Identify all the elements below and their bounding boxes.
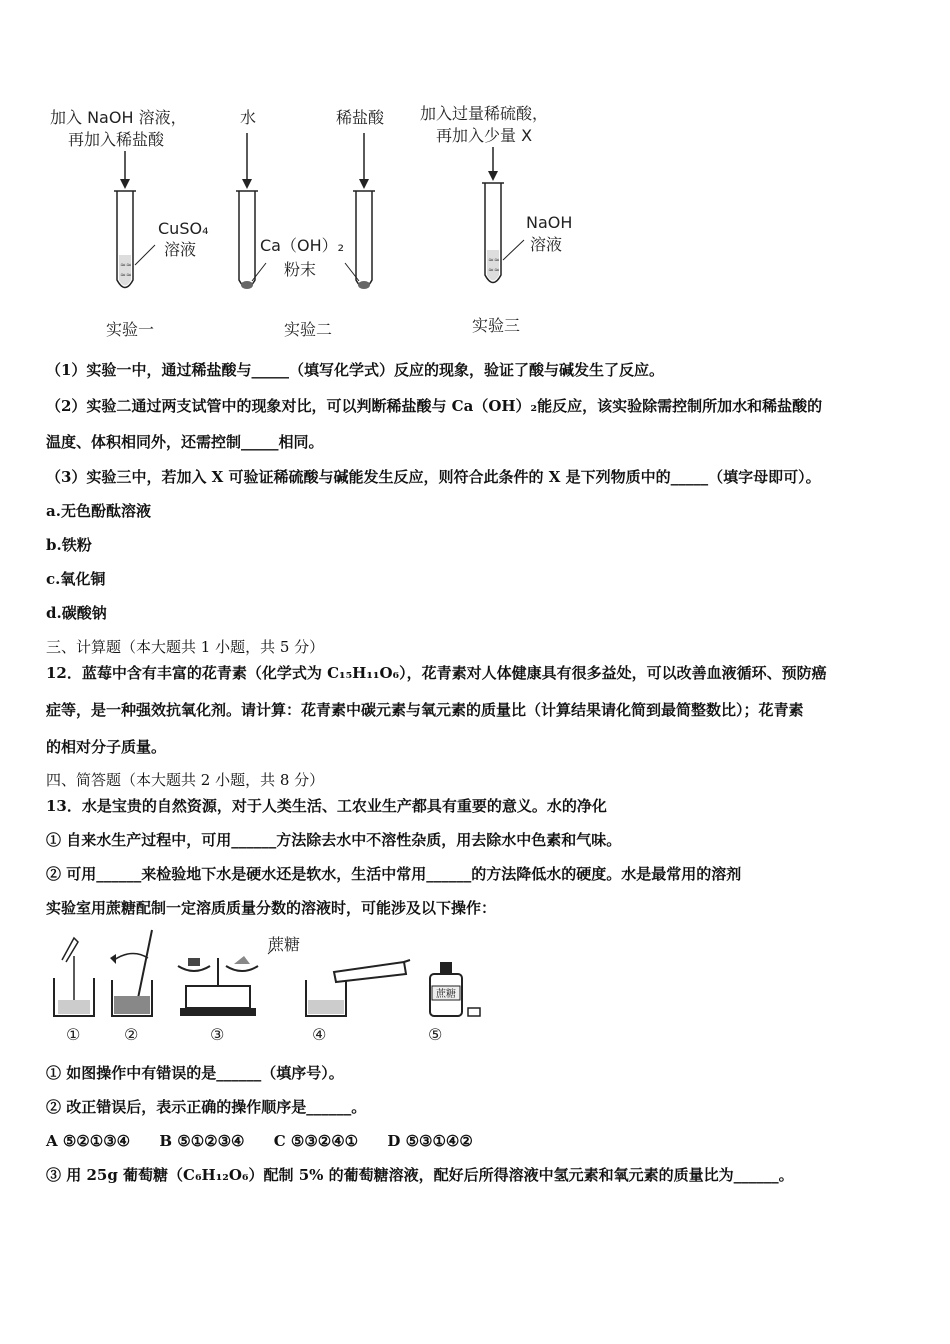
operation-2-stirring <box>110 930 152 1016</box>
sugar-label: 蔗糖 <box>268 935 301 954</box>
q11-part1: （1）实验一中，通过稀盐酸与_____（填写化学式）反应的现象，验证了酸与碱发生了反应。 <box>46 361 664 379</box>
operation-number-4: ④ <box>312 1025 327 1044</box>
exp3-reagent-name: NaOH <box>526 213 573 232</box>
exp3-reagent-state: 溶液 <box>530 235 563 254</box>
q12-line1: 12．蓝莓中含有丰富的花青素（化学式为 C₁₅H₁₁O₆），花青素对人体健康具有很多益处，可以改善血液循环、预防癌 <box>46 664 827 682</box>
q11-part2-line2: 温度、体积相同外，还需控制_____相同。 <box>46 433 324 451</box>
exp1-instruction-line1: 加入 NaOH 溶液， <box>50 108 187 127</box>
test-tube-1 <box>114 191 136 288</box>
svg-text:≈≈: ≈≈ <box>488 256 500 264</box>
q13-sub1: ① 自来水生产过程中，可用______方法除去水中不溶性杂质，用去除水中色素和气味。 <box>46 831 622 849</box>
q11-part3: （3）实验三中，若加入 X 可验证稀硫酸与碱能发生反应，则符合此条件的 X 是下列物质中的_____（填字母即可）。 <box>46 468 821 486</box>
q13-sub-a: ① 如图操作中有错误的是______（填序号）。 <box>46 1064 344 1082</box>
q12-line2: 症等，是一种强效抗氧化剂。请计算：花青素中碳元素与氧元素的质量比（计算结果请化简到最简整数比）；花青素 <box>46 701 804 719</box>
section3-heading: 三、计算题（本大题共 1 小题，共 5 分） <box>46 638 325 656</box>
q12-line3: 的相对分子质量。 <box>46 738 167 756</box>
svg-text:≈≈: ≈≈ <box>488 266 500 274</box>
q13-sub-c: ③ 用 25g 葡萄糖（C₆H₁₂O₆）配制 5% 的葡萄糖溶液，配好后所得溶液中氢元素和氧元素的质量比为______。 <box>46 1166 794 1184</box>
section4-heading: 四、简答题（本大题共 2 小题，共 8 分） <box>46 771 325 789</box>
exp2-water-label: 水 <box>240 108 257 127</box>
exp3-instruction-line2: 再加入少量 X <box>436 126 533 145</box>
test-tube-2a <box>236 191 258 289</box>
operation-number-3: ③ <box>210 1025 225 1044</box>
operations-figure <box>44 928 494 1048</box>
q11-option-a: a.无色酚酞溶液 <box>46 502 151 520</box>
svg-text:≈≈: ≈≈ <box>120 271 132 279</box>
exp2-reagent-state: 粉末 <box>284 260 317 279</box>
exp2-label: 实验二 <box>284 320 333 339</box>
test-tube-3 <box>482 183 504 283</box>
q13-sub2: ② 可用______来检验地下水是硬水还是软水，生活中常用______的方法降低水的硬度。水是最常用的溶剂 <box>46 865 742 883</box>
q13-option-c: C ⑤③②④① <box>273 1132 359 1150</box>
q13-option-b: B ⑤①②③④ <box>159 1132 245 1150</box>
q13-sub3: 实验室用蔗糖配制一定溶质质量分数的溶液时，可能涉及以下操作： <box>46 899 497 917</box>
q11-option-b: b.铁粉 <box>46 536 92 554</box>
test-tube-2b <box>353 191 375 289</box>
experiment-figure <box>40 95 600 350</box>
q13-option-a: A ⑤②①③④ <box>46 1132 131 1150</box>
q13-options <box>46 1131 497 1151</box>
svg-text:≈≈: ≈≈ <box>120 261 132 269</box>
exp2-acid-label: 稀盐酸 <box>336 108 385 127</box>
operation-1-beaker <box>54 938 94 1016</box>
exp3-instruction-line1: 加入过量稀硫酸， <box>420 104 549 123</box>
operation-3-balance <box>178 948 274 1016</box>
exp2-reagent-name: Ca（OH）₂ <box>260 236 345 255</box>
exp1-reagent-state: 溶液 <box>164 240 197 259</box>
operation-number-5: ⑤ <box>428 1025 443 1044</box>
bottle-label: 蔗糖 <box>436 989 456 1000</box>
operation-number-2: ② <box>124 1025 139 1044</box>
q11-option-d: d.碳酸钠 <box>46 604 107 622</box>
q13-sub-b: ② 改正错误后，表示正确的操作顺序是______。 <box>46 1098 367 1116</box>
exp1-instruction-line2: 再加入稀盐酸 <box>68 130 165 149</box>
exp3-label: 实验三 <box>472 316 521 335</box>
q13-intro: 13．水是宝贵的自然资源，对于人类生活、工农业生产都具有重要的意义。水的净化 <box>46 797 607 815</box>
exp1-reagent-name: CuSO₄ <box>158 219 209 238</box>
operation-number-1: ① <box>66 1025 81 1044</box>
exp1-label: 实验一 <box>106 320 155 339</box>
operation-4-pouring <box>306 960 410 1016</box>
q13-option-d: D ⑤③①④② <box>387 1132 473 1150</box>
q11-option-c: c.氧化铜 <box>46 570 106 588</box>
q11-part2-line1: （2）实验二通过两支试管中的现象对比，可以判断稀盐酸与 Ca（OH）₂能反应，该实验除需控制所加水和稀盐酸的 <box>46 397 823 415</box>
